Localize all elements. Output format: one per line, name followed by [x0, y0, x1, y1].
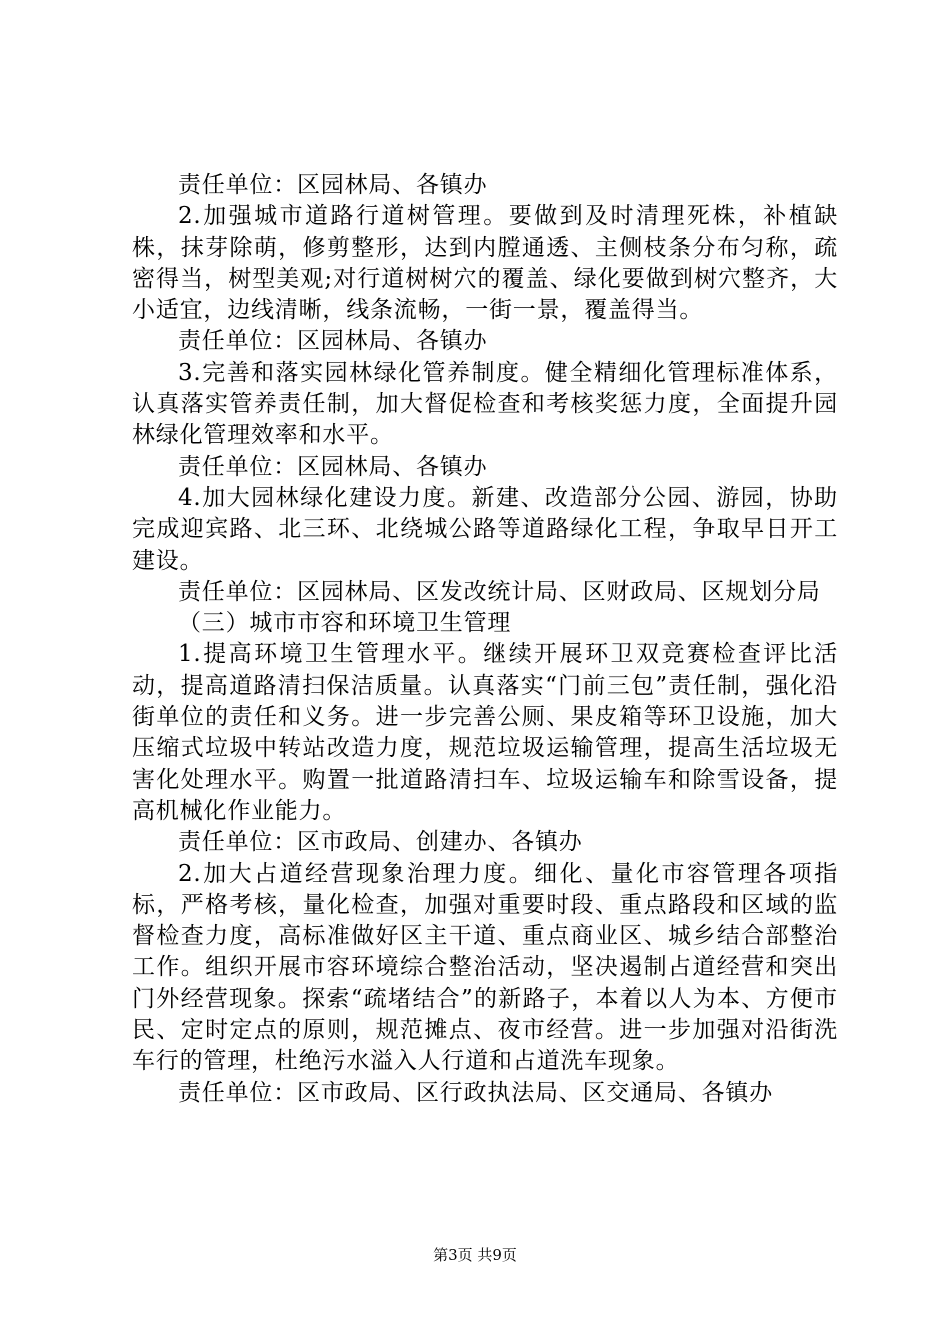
paragraph-responsibility-6: 责任单位：区市政局、区行政执法局、区交通局、各镇办	[178, 1079, 773, 1106]
paragraph-responsibility-3: 责任单位：区园林局、各镇办	[178, 453, 488, 480]
page-number-footer: 第3页 共9页	[433, 1246, 517, 1264]
paragraph-item-2-street-trees: 2.加强城市道路行道树管理。要做到及时清理死株，补植缺株，抹芽除萌，修剪整形，达到内膛通透、主侧枝条分布匀称，疏密得当，树型美观;对行道树树穴的覆盖、绿化要做到树穴整齐，大小适宜，边线清晰，线条流畅，一街一景，覆盖得当。	[132, 203, 838, 324]
section-heading-3: （三）城市市容和环境卫生管理	[178, 610, 512, 637]
paragraph-responsibility-4: 责任单位：区园林局、区发改统计局、区财政局、区规划分局	[178, 578, 821, 605]
document-body	[132, 170, 838, 1109]
paragraph-item-1-sanitation: 1.提高环境卫生管理水平。继续开展环卫双竞赛检查评比活动，提高道路清扫保洁质量。认真落实“门前三包”责任制，强化沿街单位的责任和义务。进一步完善公厕、果皮箱等环卫设施，加大压缩式垃圾中转站改造力度，规范垃圾运输管理，提高生活垃圾无害化处理水平。购置一批道路清扫车、垃圾运输车和除雪设备，提高机械化作业能力。	[132, 641, 838, 824]
paragraph-item-2-street-vending: 2.加大占道经营现象治理力度。细化、量化市容管理各项指标，严格考核，量化检查，加强对重要时段、重点路段和区域的监督检查力度，高标准做好区主干道、重点商业区、城乡结合部整治工作。组织开展市容环境综合整治活动，坚决遏制占道经营和突出门外经营现象。探索“疏堵结合”的新路子，本着以人为本、方便市民、定时定点的原则，规范摊点、夜市经营。进一步加强对沿街洗车行的管理，杜绝污水溢入人行道和占道洗车现象。	[132, 860, 838, 1075]
paragraph-item-4-greening-construction: 4.加大园林绿化建设力度。新建、改造部分公园、游园，协助完成迎宾路、北三环、北绕城公路等道路绿化工程，争取早日开工建设。	[132, 484, 838, 574]
paragraph-responsibility-2: 责任单位：区园林局、各镇办	[178, 328, 488, 355]
paragraph-item-3-maintenance-system: 3.完善和落实园林绿化管养制度。健全精细化管理标准体系，认真落实管养责任制，加大督促检查和考核奖惩力度，全面提升园林绿化管理效率和水平。	[132, 359, 838, 449]
paragraph-responsibility-5: 责任单位：区市政局、创建办、各镇办	[178, 829, 583, 856]
paragraph-responsibility-1: 责任单位：区园林局、各镇办	[178, 172, 488, 198]
